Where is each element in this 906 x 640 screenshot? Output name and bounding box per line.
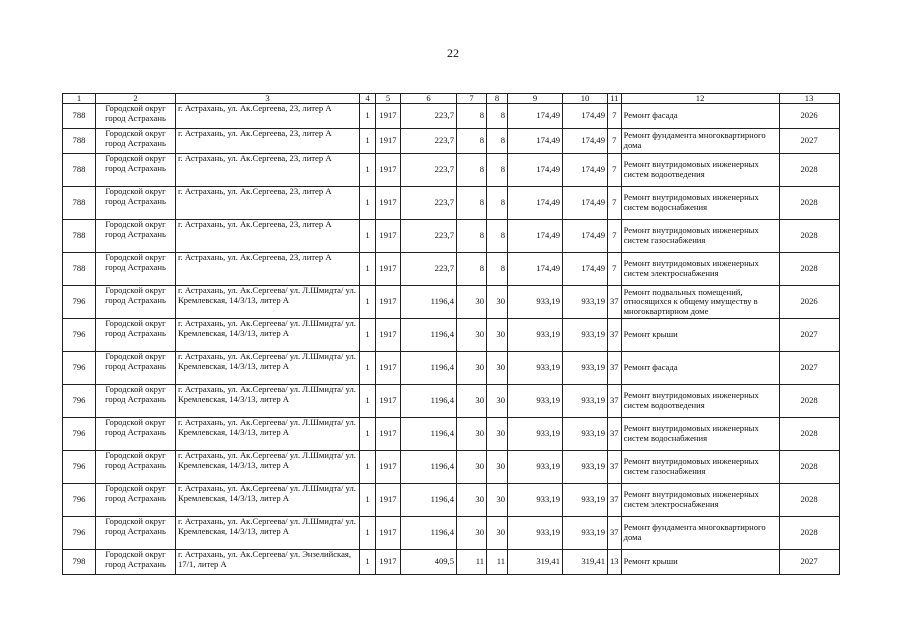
municipality-cell: Городской округ город Астрахань <box>96 220 176 253</box>
year-built-cell: 1917 <box>376 385 401 418</box>
year-planned-cell: 2028 <box>779 385 839 418</box>
address-cell: г. Астрахань, ул. Ак.Сергеева, 23, литер А <box>176 104 360 129</box>
apartments-total-cell: 30 <box>457 517 487 550</box>
municipality-cell: Городской округ город Астрахань <box>96 129 176 154</box>
year-planned-cell: 2028 <box>779 418 839 451</box>
year-built-cell: 1917 <box>376 418 401 451</box>
col-header: 2 <box>96 94 176 104</box>
apartments-total-cell: 30 <box>457 286 487 319</box>
area-cell: 223,7 <box>401 253 457 286</box>
year-built-cell: 1917 <box>376 319 401 352</box>
house-number-cell: 788 <box>63 220 96 253</box>
apartments-total-cell: 8 <box>457 253 487 286</box>
apartments-residential-cell: 30 <box>487 286 508 319</box>
apartments-total-cell: 30 <box>457 484 487 517</box>
apartments-residential-cell: 8 <box>487 187 508 220</box>
residents-cell: 7 <box>608 129 622 154</box>
year-built-cell: 1917 <box>376 253 401 286</box>
apartments-residential-cell: 8 <box>487 104 508 129</box>
house-number-cell: 796 <box>63 517 96 550</box>
area-total-cell: 174,49 <box>508 220 563 253</box>
apartments-total-cell: 11 <box>457 550 487 575</box>
residents-cell: 37 <box>608 352 622 385</box>
area-residential-cell: 174,49 <box>563 220 608 253</box>
year-built-cell: 1917 <box>376 451 401 484</box>
repair-type-cell: Ремонт внутридомовых инженерных систем водоотведения <box>621 154 779 187</box>
year-built-cell: 1917 <box>376 286 401 319</box>
address-cell: г. Астрахань, ул. Ак.Сергеева, 23, литер А <box>176 154 360 187</box>
table-row <box>63 451 840 484</box>
house-number-cell: 788 <box>63 187 96 220</box>
municipality-cell: Городской округ город Астрахань <box>96 352 176 385</box>
count-cell: 1 <box>360 319 376 352</box>
year-planned-cell: 2028 <box>779 154 839 187</box>
table-row <box>63 418 840 451</box>
year-planned-cell: 2028 <box>779 451 839 484</box>
apartments-residential-cell: 30 <box>487 352 508 385</box>
area-cell: 1196,4 <box>401 451 457 484</box>
year-built-cell: 1917 <box>376 129 401 154</box>
area-residential-cell: 319,41 <box>563 550 608 575</box>
table-row <box>63 220 840 253</box>
year-planned-cell: 2027 <box>779 129 839 154</box>
house-number-cell: 788 <box>63 253 96 286</box>
count-cell: 1 <box>360 550 376 575</box>
residents-cell: 37 <box>608 319 622 352</box>
house-number-cell: 796 <box>63 286 96 319</box>
municipality-cell: Городской округ город Астрахань <box>96 104 176 129</box>
area-total-cell: 933,19 <box>508 418 563 451</box>
count-cell: 1 <box>360 220 376 253</box>
residents-cell: 37 <box>608 418 622 451</box>
area-residential-cell: 933,19 <box>563 451 608 484</box>
table-row <box>63 154 840 187</box>
address-cell: г. Астрахань, ул. Ак.Сергеева/ ул. Л.Шмидта/ ул. Кремлевская, 14/3/13, литер А <box>176 451 360 484</box>
col-header: 11 <box>608 94 622 104</box>
col-header: 10 <box>563 94 608 104</box>
residents-cell: 37 <box>608 286 622 319</box>
municipality-cell: Городской округ город Астрахань <box>96 319 176 352</box>
table-row <box>63 129 840 154</box>
residents-cell: 7 <box>608 253 622 286</box>
apartments-residential-cell: 8 <box>487 154 508 187</box>
municipality-cell: Городской округ город Астрахань <box>96 385 176 418</box>
count-cell: 1 <box>360 352 376 385</box>
address-cell: г. Астрахань, ул. Ак.Сергеева, 23, литер А <box>176 253 360 286</box>
address-cell: г. Астрахань, ул. Ак.Сергеева/ ул. Л.Шмидта/ ул. Кремлевская, 14/3/13, литер А <box>176 385 360 418</box>
count-cell: 1 <box>360 517 376 550</box>
table-row <box>63 187 840 220</box>
year-built-cell: 1917 <box>376 550 401 575</box>
table-row <box>63 484 840 517</box>
col-header: 12 <box>621 94 779 104</box>
repair-type-cell: Ремонт фасада <box>621 104 779 129</box>
area-total-cell: 174,49 <box>508 154 563 187</box>
area-cell: 223,7 <box>401 187 457 220</box>
area-residential-cell: 174,49 <box>563 154 608 187</box>
repair-type-cell: Ремонт внутридомовых инженерных систем электроснабжения <box>621 253 779 286</box>
area-residential-cell: 174,49 <box>563 104 608 129</box>
apartments-residential-cell: 11 <box>487 550 508 575</box>
residents-cell: 7 <box>608 220 622 253</box>
area-total-cell: 933,19 <box>508 517 563 550</box>
house-number-cell: 796 <box>63 385 96 418</box>
area-total-cell: 933,19 <box>508 286 563 319</box>
residents-cell: 37 <box>608 484 622 517</box>
area-total-cell: 933,19 <box>508 451 563 484</box>
table-row <box>63 517 840 550</box>
count-cell: 1 <box>360 104 376 129</box>
count-cell: 1 <box>360 418 376 451</box>
count-cell: 1 <box>360 129 376 154</box>
area-residential-cell: 174,49 <box>563 253 608 286</box>
apartments-total-cell: 8 <box>457 104 487 129</box>
area-residential-cell: 933,19 <box>563 286 608 319</box>
year-planned-cell: 2028 <box>779 187 839 220</box>
year-built-cell: 1917 <box>376 220 401 253</box>
municipality-cell: Городской округ город Астрахань <box>96 550 176 575</box>
apartments-residential-cell: 30 <box>487 484 508 517</box>
apartments-residential-cell: 30 <box>487 517 508 550</box>
area-total-cell: 933,19 <box>508 319 563 352</box>
house-number-cell: 796 <box>63 319 96 352</box>
address-cell: г. Астрахань, ул. Ак.Сергеева/ ул. Л.Шмидта/ ул. Кремлевская, 14/3/13, литер А <box>176 319 360 352</box>
area-total-cell: 933,19 <box>508 385 563 418</box>
apartments-residential-cell: 30 <box>487 385 508 418</box>
count-cell: 1 <box>360 286 376 319</box>
area-residential-cell: 933,19 <box>563 385 608 418</box>
apartments-total-cell: 30 <box>457 418 487 451</box>
table-row <box>63 253 840 286</box>
col-header: 9 <box>508 94 563 104</box>
repair-type-cell: Ремонт внутридомовых инженерных систем газоснабжения <box>621 451 779 484</box>
table-row <box>63 550 840 575</box>
year-planned-cell: 2028 <box>779 517 839 550</box>
municipality-cell: Городской округ город Астрахань <box>96 418 176 451</box>
repair-type-cell: Ремонт внутридомовых инженерных систем водоотведения <box>621 385 779 418</box>
year-built-cell: 1917 <box>376 154 401 187</box>
count-cell: 1 <box>360 451 376 484</box>
apartments-total-cell: 30 <box>457 385 487 418</box>
area-cell: 1196,4 <box>401 286 457 319</box>
residents-cell: 7 <box>608 187 622 220</box>
apartments-total-cell: 8 <box>457 220 487 253</box>
repair-type-cell: Ремонт фундамента многоквартирного дома <box>621 517 779 550</box>
col-header: 3 <box>176 94 360 104</box>
year-built-cell: 1917 <box>376 352 401 385</box>
address-cell: г. Астрахань, ул. Ак.Сергеева/ ул. Л.Шмидта/ ул. Кремлевская, 14/3/13, литер А <box>176 517 360 550</box>
house-number-cell: 788 <box>63 154 96 187</box>
year-planned-cell: 2026 <box>779 104 839 129</box>
apartments-residential-cell: 30 <box>487 319 508 352</box>
area-residential-cell: 933,19 <box>563 517 608 550</box>
area-residential-cell: 933,19 <box>563 352 608 385</box>
year-built-cell: 1917 <box>376 104 401 129</box>
area-cell: 223,7 <box>401 154 457 187</box>
municipality-cell: Городской округ город Астрахань <box>96 154 176 187</box>
municipality-cell: Городской округ город Астрахань <box>96 517 176 550</box>
apartments-total-cell: 30 <box>457 451 487 484</box>
apartments-total-cell: 30 <box>457 319 487 352</box>
apartments-residential-cell: 8 <box>487 220 508 253</box>
year-planned-cell: 2028 <box>779 484 839 517</box>
year-planned-cell: 2027 <box>779 352 839 385</box>
col-header: 5 <box>376 94 401 104</box>
residents-cell: 7 <box>608 104 622 129</box>
year-planned-cell: 2027 <box>779 550 839 575</box>
col-header: 6 <box>401 94 457 104</box>
residents-cell: 7 <box>608 154 622 187</box>
year-planned-cell: 2027 <box>779 319 839 352</box>
table-row <box>63 104 840 129</box>
address-cell: г. Астрахань, ул. Ак.Сергеева/ ул. Л.Шмидта/ ул. Кремлевская, 14/3/13, литер А <box>176 418 360 451</box>
count-cell: 1 <box>360 385 376 418</box>
area-total-cell: 319,41 <box>508 550 563 575</box>
residents-cell: 13 <box>608 550 622 575</box>
area-total-cell: 933,19 <box>508 484 563 517</box>
col-header: 7 <box>457 94 487 104</box>
repair-type-cell: Ремонт внутридомовых инженерных систем газоснабжения <box>621 220 779 253</box>
area-cell: 1196,4 <box>401 484 457 517</box>
area-cell: 1196,4 <box>401 385 457 418</box>
residents-cell: 37 <box>608 451 622 484</box>
residents-cell: 37 <box>608 385 622 418</box>
count-cell: 1 <box>360 187 376 220</box>
address-cell: г. Астрахань, ул. Ак.Сергеева/ ул. Л.Шмидта/ ул. Кремлевская, 14/3/13, литер А <box>176 286 360 319</box>
capital-repair-table <box>62 93 840 575</box>
year-planned-cell: 2026 <box>779 286 839 319</box>
municipality-cell: Городской округ город Астрахань <box>96 253 176 286</box>
area-residential-cell: 174,49 <box>563 129 608 154</box>
area-total-cell: 174,49 <box>508 253 563 286</box>
repair-type-cell: Ремонт внутридомовых инженерных систем электроснабжения <box>621 484 779 517</box>
repair-type-cell: Ремонт внутридомовых инженерных систем водоснабжения <box>621 418 779 451</box>
repair-type-cell: Ремонт подвальных помещений, относящихся к общему имуществу в многоквартирном доме <box>621 286 779 319</box>
address-cell: г. Астрахань, ул. Ак.Сергеева/ ул. Л.Шмидта/ ул. Кремлевская, 14/3/13, литер А <box>176 484 360 517</box>
municipality-cell: Городской округ город Астрахань <box>96 484 176 517</box>
house-number-cell: 796 <box>63 451 96 484</box>
year-built-cell: 1917 <box>376 484 401 517</box>
table-body <box>63 94 840 575</box>
area-residential-cell: 174,49 <box>563 187 608 220</box>
apartments-residential-cell: 30 <box>487 451 508 484</box>
address-cell: г. Астрахань, ул. Ак.Сергеева, 23, литер А <box>176 187 360 220</box>
repair-type-cell: Ремонт крыши <box>621 319 779 352</box>
municipality-cell: Городской округ город Астрахань <box>96 187 176 220</box>
table-row <box>63 352 840 385</box>
col-header: 4 <box>360 94 376 104</box>
area-residential-cell: 933,19 <box>563 319 608 352</box>
area-cell: 223,7 <box>401 129 457 154</box>
apartments-total-cell: 8 <box>457 187 487 220</box>
apartments-residential-cell: 30 <box>487 418 508 451</box>
municipality-cell: Городской округ город Астрахань <box>96 286 176 319</box>
apartments-residential-cell: 8 <box>487 253 508 286</box>
col-header: 1 <box>63 94 96 104</box>
area-cell: 1196,4 <box>401 352 457 385</box>
col-header: 13 <box>779 94 839 104</box>
repair-type-cell: Ремонт внутридомовых инженерных систем водоснабжения <box>621 187 779 220</box>
year-built-cell: 1917 <box>376 187 401 220</box>
count-cell: 1 <box>360 154 376 187</box>
house-number-cell: 788 <box>63 104 96 129</box>
address-cell: г. Астрахань, ул. Ак.Сергеева, 23, литер А <box>176 220 360 253</box>
area-cell: 409,5 <box>401 550 457 575</box>
repair-type-cell: Ремонт фасада <box>621 352 779 385</box>
apartments-total-cell: 8 <box>457 154 487 187</box>
count-cell: 1 <box>360 253 376 286</box>
address-cell: г. Астрахань, ул. Ак.Сергеева/ ул. Л.Шмидта/ ул. Кремлевская, 14/3/13, литер А <box>176 352 360 385</box>
year-planned-cell: 2028 <box>779 220 839 253</box>
address-cell: г. Астрахань, ул. Ак.Сергеева, 23, литер А <box>176 129 360 154</box>
repair-type-cell: Ремонт крыши <box>621 550 779 575</box>
area-cell: 223,7 <box>401 104 457 129</box>
year-planned-cell: 2028 <box>779 253 839 286</box>
area-total-cell: 933,19 <box>508 352 563 385</box>
house-number-cell: 788 <box>63 129 96 154</box>
area-total-cell: 174,49 <box>508 187 563 220</box>
year-built-cell: 1917 <box>376 517 401 550</box>
page-number: 22 <box>447 46 459 60</box>
area-cell: 1196,4 <box>401 517 457 550</box>
area-total-cell: 174,49 <box>508 129 563 154</box>
table-row <box>63 385 840 418</box>
column-number-row <box>63 94 840 104</box>
area-cell: 223,7 <box>401 220 457 253</box>
house-number-cell: 798 <box>63 550 96 575</box>
area-residential-cell: 933,19 <box>563 484 608 517</box>
residents-cell: 37 <box>608 517 622 550</box>
house-number-cell: 796 <box>63 418 96 451</box>
house-number-cell: 796 <box>63 352 96 385</box>
repair-type-cell: Ремонт фундамента многоквартирного дома <box>621 129 779 154</box>
col-header: 8 <box>487 94 508 104</box>
apartments-residential-cell: 8 <box>487 129 508 154</box>
table-row <box>63 286 840 319</box>
apartments-total-cell: 30 <box>457 352 487 385</box>
count-cell: 1 <box>360 484 376 517</box>
area-cell: 1196,4 <box>401 319 457 352</box>
apartments-total-cell: 8 <box>457 129 487 154</box>
table-row <box>63 319 840 352</box>
area-residential-cell: 933,19 <box>563 418 608 451</box>
address-cell: г. Астрахань, ул. Ак.Сергеева/ ул. Энзелийская, 17/1, литер А <box>176 550 360 575</box>
house-number-cell: 796 <box>63 484 96 517</box>
area-cell: 1196,4 <box>401 418 457 451</box>
area-total-cell: 174,49 <box>508 104 563 129</box>
municipality-cell: Городской округ город Астрахань <box>96 451 176 484</box>
